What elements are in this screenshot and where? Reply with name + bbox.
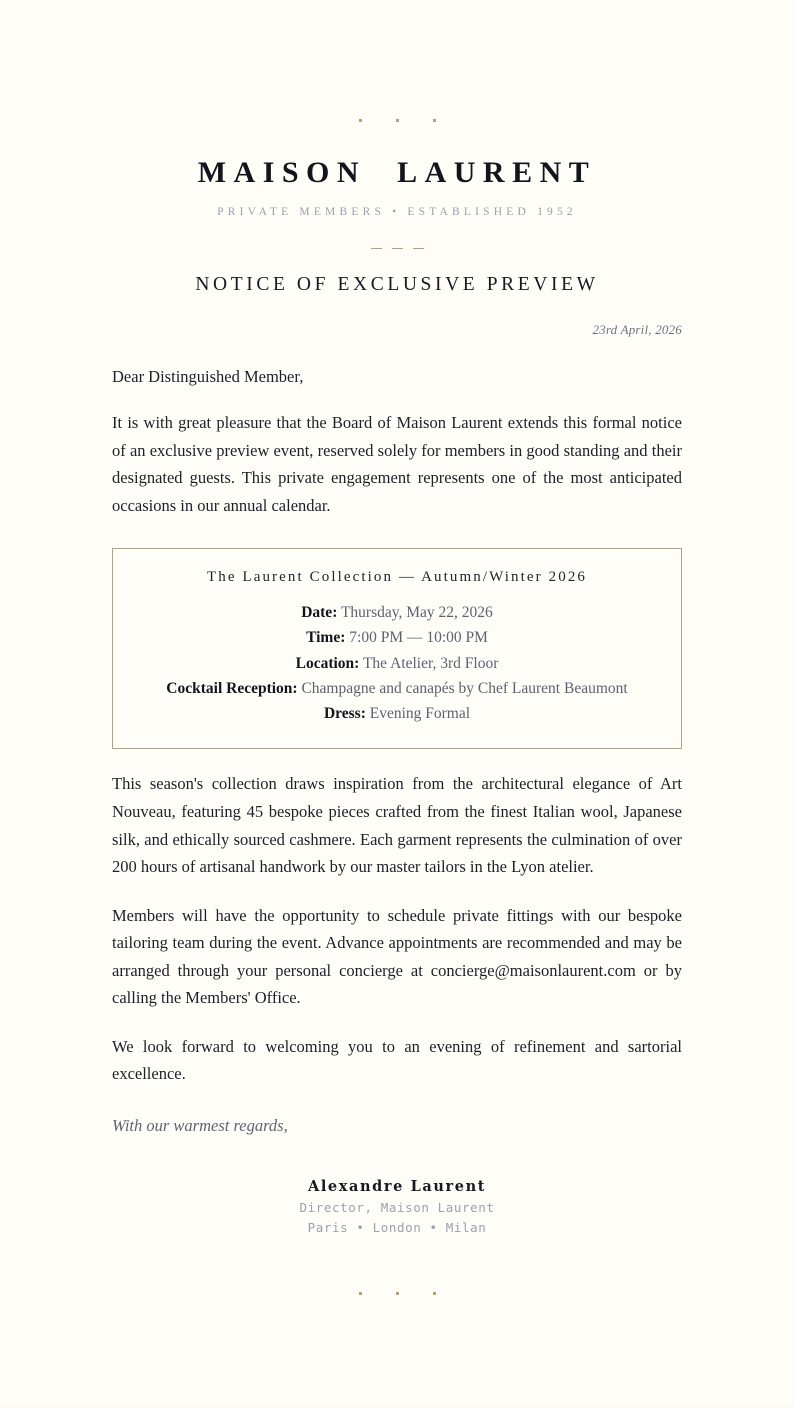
event-detail-label: Dress: [323,705,366,723]
ornament-dot-icon [359,119,362,122]
dash-divider [112,240,682,252]
brand-word: MAISON [197,156,367,189]
brand-word: LAURENT [397,156,597,189]
event-detail-row [131,600,663,625]
signature-name: Alexandre Laurent [307,1177,487,1195]
event-detail-value: Champagne and canapés by Chef Laurent Beaumont [301,679,628,697]
event-detail-label: Date: [301,604,338,622]
document-date: 23rd April, 2026 [592,322,682,337]
event-detail-label: Time: [306,629,346,647]
signature-block [112,1178,682,1235]
brand-tagline: PRIVATE MEMBERS • ESTABLISHED 1952 [217,206,577,218]
event-detail-row [131,625,663,650]
signature-cities: Paris • London • Milan [307,1219,487,1235]
signature-role: Director, Maison Laurent [299,1199,495,1215]
bottom-ornament-dots [112,1285,682,1295]
body-paragraph: We look forward to welcoming you to an evening of refinement and sartorial excellence. [112,1036,682,1084]
ornament-dot-icon [396,1292,399,1295]
event-details-box [112,548,682,749]
ornament-dot-icon [433,1292,436,1295]
event-detail-row [131,651,663,676]
body-paragraph: It is with great pleasure that the Board of Maison Laurent extends this formal notice of an exclusive preview event, reserved solely for members in good standing and their designated guests. This private engagement represents one of the most anticipated occasions in our annual calendar. [112,413,682,515]
page-bottom-edge [0,1404,794,1408]
body-paragraph: Members will have the opportunity to schedule private fittings with our bespoke tailoring team during the event. Advance appointments are recommended and may be arranged through your personal concierge at concierge@maisonlaurent.com or by calling the Members' Office. [112,905,682,1008]
salutation: Dear Distinguished Member, [112,367,304,386]
divider-dash-icon [371,248,382,250]
ornament-dot-icon [396,119,399,122]
event-detail-value: The Atelier, 3rd Floor [362,654,499,672]
brand-title [112,156,682,189]
document-content [112,0,682,1295]
closing-regards: With our warmest regards, [112,1115,288,1135]
event-details-heading: The Laurent Collection — Autumn/Winter 2026 [206,569,588,586]
event-detail-label: Cocktail Reception: [166,679,298,697]
event-detail-value: Evening Formal [369,705,471,723]
event-detail-value: Thursday, May 22, 2026 [340,604,493,622]
event-detail-row [131,676,663,701]
event-detail-label: Location: [295,654,360,672]
ornament-dot-icon [359,1292,362,1295]
divider-dash-icon [392,248,403,250]
event-detail-row [131,701,663,726]
divider-dash-icon [413,248,424,250]
body-paragraph: This season's collection draws inspiration from the architectural elegance of Art Nouveau, featuring 45 bespoke pieces crafted from the finest Italian wool, Japanese silk, and ethically sourced cashmere. Each garment represents the culmination of over 200 hours of artisanal handwork by our master tailors in the Lyon atelier. [112,774,682,877]
event-detail-value: 7:00 PM — 10:00 PM [349,629,488,647]
page-title: NOTICE OF EXCLUSIVE PREVIEW [195,274,599,295]
ornament-dot-icon [433,119,436,122]
top-ornament-dots [112,112,682,122]
